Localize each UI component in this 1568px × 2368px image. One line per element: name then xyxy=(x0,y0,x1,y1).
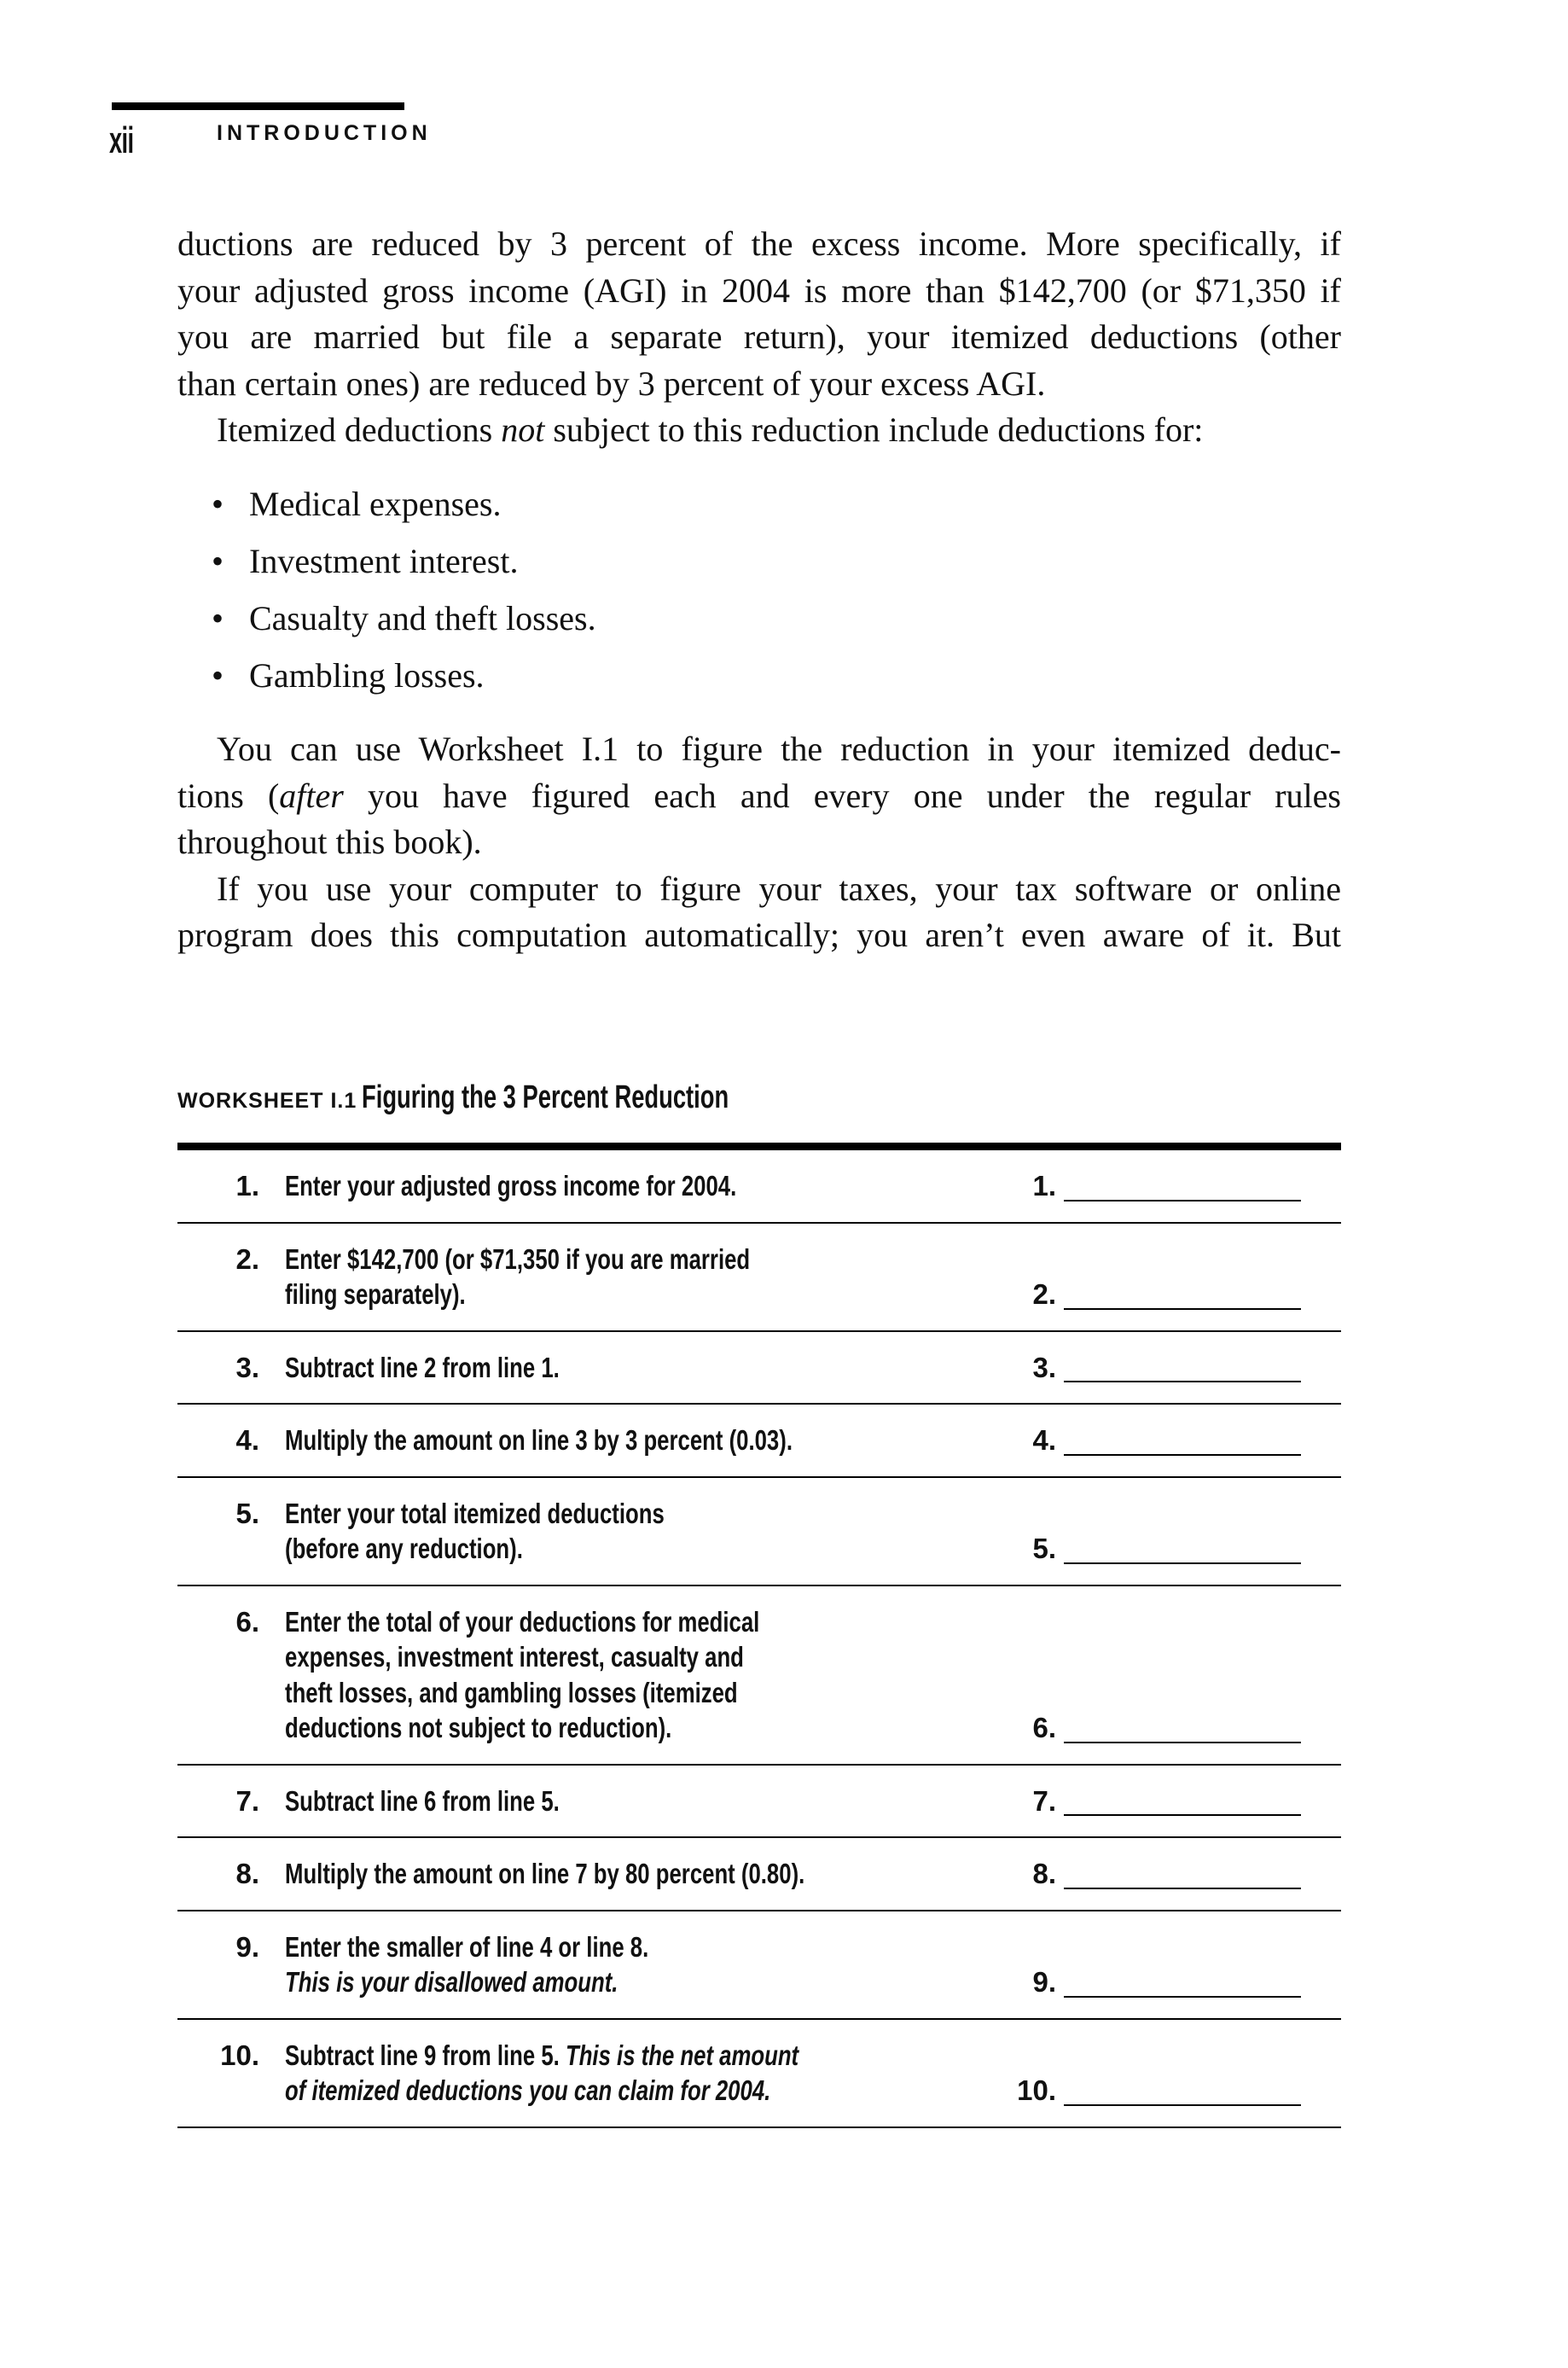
line-instruction xyxy=(285,1604,1341,1746)
line-instruction xyxy=(285,1496,1341,1567)
text-line: ductions are reduced by 3 percent of the excess income. More specifically, if xyxy=(177,224,1341,263)
answer-line-label: 4. xyxy=(1032,1424,1056,1456)
line-instruction xyxy=(285,1350,1341,1386)
instruction-line xyxy=(285,1350,1341,1386)
text-line: program does this computation automatically; you aren’t even aware of it. But xyxy=(177,916,1341,954)
instruction-line xyxy=(285,1531,1341,1567)
instruction-line xyxy=(285,1423,1341,1458)
instruction-emphasis: This is the net amount xyxy=(565,2039,799,2071)
instruction-line xyxy=(285,1783,1341,1819)
instruction-text: (before any reduction). xyxy=(285,1533,523,1564)
instruction-emphasis: of itemized deductions you can claim for 2004. xyxy=(285,2074,771,2106)
instruction-line xyxy=(285,1675,1341,1711)
instruction-line xyxy=(285,1929,1341,1965)
answer-blank-field[interactable] xyxy=(1064,1814,1301,1816)
instruction-text: Enter the smaller of line 4 or line 8. xyxy=(285,1930,649,1963)
line-number: 3. xyxy=(235,1351,259,1383)
text-line: If you use your computer to figure your taxes, your tax software or online xyxy=(217,869,1341,908)
instruction-line xyxy=(285,1277,1341,1312)
text-line: than certain ones) are reduced by 3 percent of your excess AGI. xyxy=(177,364,1046,403)
answer-blank-field[interactable] xyxy=(1064,1200,1301,1201)
text-span: Itemized deductions xyxy=(217,410,502,449)
instruction-text: Subtract line 2 from line 1. xyxy=(285,1351,560,1383)
list-item xyxy=(212,647,596,704)
body-text-top xyxy=(177,221,1341,454)
bullet-icon: • xyxy=(212,542,224,580)
worksheet-name: Figuring the 3 Percent Reduction xyxy=(362,1079,729,1115)
instruction-line xyxy=(285,1964,1341,2000)
instruction-text: expenses, investment interest, casualty and xyxy=(285,1641,744,1673)
line-number: 5. xyxy=(235,1497,259,1529)
instruction-line xyxy=(285,1168,1341,1204)
instruction-text: deductions not subject to reduction). xyxy=(285,1712,672,1743)
instruction-text: Enter $142,700 (or $71,350 if you are married xyxy=(285,1242,751,1275)
body-text-bottom xyxy=(177,726,1341,959)
header-rule xyxy=(112,102,404,110)
answer-line-label: 5. xyxy=(1032,1533,1056,1564)
worksheet-row xyxy=(177,1478,1341,1586)
line-instruction xyxy=(285,2038,1341,2109)
text-span: you have figured each and every one under the regular rules xyxy=(343,776,1341,815)
line-number: 2. xyxy=(235,1242,259,1275)
line-number: 7. xyxy=(235,1784,259,1817)
text-emphasis: not xyxy=(501,410,545,449)
text-line: You can use Worksheet I.1 to figure the reduction in your itemized deduc- xyxy=(217,730,1341,768)
instruction-text: Multiply the amount on line 3 by 3 percent (0.03). xyxy=(285,1424,793,1456)
line-instruction xyxy=(285,1783,1341,1819)
instruction-line xyxy=(285,1710,1341,1746)
answer-line-label: 7. xyxy=(1032,1784,1056,1817)
line-number: 1. xyxy=(235,1170,259,1201)
instruction-text: Subtract line 6 from line 5. xyxy=(285,1784,560,1817)
line-number: 6. xyxy=(235,1605,259,1638)
line-instruction xyxy=(285,1856,1341,1892)
line-instruction xyxy=(285,1168,1341,1204)
line-instruction xyxy=(285,1242,1341,1312)
instruction-line xyxy=(285,1242,1341,1277)
answer-line-label: 9. xyxy=(1032,1966,1056,1998)
answer-blank-field[interactable] xyxy=(1064,1562,1301,1564)
answer-blank-field[interactable] xyxy=(1064,1381,1301,1382)
list-item-text: Medical expenses. xyxy=(249,485,502,523)
list-item xyxy=(212,532,596,590)
instruction-text: Multiply the amount on line 7 by 80 percent (0.80). xyxy=(285,1858,805,1889)
line-number: 8. xyxy=(235,1858,259,1889)
worksheet-row xyxy=(177,1150,1341,1224)
line-number: 4. xyxy=(235,1424,259,1456)
answer-blank-field[interactable] xyxy=(1064,1454,1301,1456)
instruction-text: Enter the total of your deductions for medical xyxy=(285,1605,760,1638)
answer-line-label: 1. xyxy=(1032,1170,1056,1201)
bullet-icon: • xyxy=(212,656,224,695)
instruction-text: Enter your adjusted gross income for 2004. xyxy=(285,1170,737,1201)
answer-blank-field[interactable] xyxy=(1064,1308,1301,1310)
answer-line-label: 2. xyxy=(1032,1278,1056,1310)
answer-line-label: 8. xyxy=(1032,1858,1056,1889)
instruction-line xyxy=(285,1856,1341,1892)
line-instruction xyxy=(285,1423,1341,1458)
worksheet-row xyxy=(177,1911,1341,2020)
answer-blank-field[interactable] xyxy=(1064,1742,1301,1743)
instruction-text: Enter your total itemized deductions xyxy=(285,1497,665,1529)
text-line: you are married but file a separate return), your itemized deductions (other xyxy=(177,317,1341,356)
text-line xyxy=(177,773,1341,820)
bullet-icon: • xyxy=(212,599,224,637)
page-number: xii xyxy=(109,119,134,161)
answer-blank-field[interactable] xyxy=(1064,1888,1301,1889)
answer-line-label: 10. xyxy=(1017,2074,1056,2106)
answer-line-label: 3. xyxy=(1032,1351,1056,1383)
instruction-text: This is your disallowed amount. xyxy=(285,1966,618,1998)
instruction-text: filing separately). xyxy=(285,1278,466,1310)
running-head: INTRODUCTION xyxy=(217,121,432,145)
line-number: 10. xyxy=(220,2039,259,2071)
line-number: 9. xyxy=(235,1930,259,1963)
worksheet-row xyxy=(177,2020,1341,2128)
worksheet-label: WORKSHEET I.1 xyxy=(177,1089,357,1113)
instruction-text: Subtract line 9 from line 5. xyxy=(285,2039,566,2071)
worksheet-row xyxy=(177,1405,1341,1478)
worksheet-row xyxy=(177,1224,1341,1332)
worksheet-title xyxy=(177,1079,872,1116)
list-item xyxy=(212,475,596,532)
worksheet-row xyxy=(177,1766,1341,1839)
list-item-text: Investment interest. xyxy=(249,542,519,580)
instruction-line xyxy=(285,1496,1341,1532)
instruction-text: theft losses, and gambling losses (itemized xyxy=(285,1676,738,1708)
worksheet-row xyxy=(177,1838,1341,1911)
bullet-list xyxy=(212,475,596,704)
instruction-line xyxy=(285,1639,1341,1675)
worksheet-row xyxy=(177,1586,1341,1766)
text-line: throughout this book). xyxy=(177,823,482,861)
text-span: tions ( xyxy=(177,776,280,815)
instruction-line xyxy=(285,2038,1341,2074)
answer-blank-field[interactable] xyxy=(1064,2104,1301,2106)
line-instruction xyxy=(285,1929,1341,2000)
worksheet-table xyxy=(177,1143,1341,2128)
text-span: subject to this reduction include deductions for: xyxy=(544,410,1204,449)
bullet-icon: • xyxy=(212,485,224,523)
list-item xyxy=(212,590,596,647)
worksheet-row xyxy=(177,1332,1341,1405)
answer-blank-field[interactable] xyxy=(1064,1996,1301,1998)
text-line xyxy=(177,407,1341,454)
instruction-line xyxy=(285,1604,1341,1640)
text-emphasis: after xyxy=(279,776,344,815)
list-item-text: Casualty and theft losses. xyxy=(249,599,596,637)
text-line: your adjusted gross income (AGI) in 2004 is more than $142,700 (or $71,350 if xyxy=(177,271,1341,310)
list-item-text: Gambling losses. xyxy=(249,656,485,695)
answer-line-label: 6. xyxy=(1032,1712,1056,1743)
instruction-line xyxy=(285,2073,1341,2109)
